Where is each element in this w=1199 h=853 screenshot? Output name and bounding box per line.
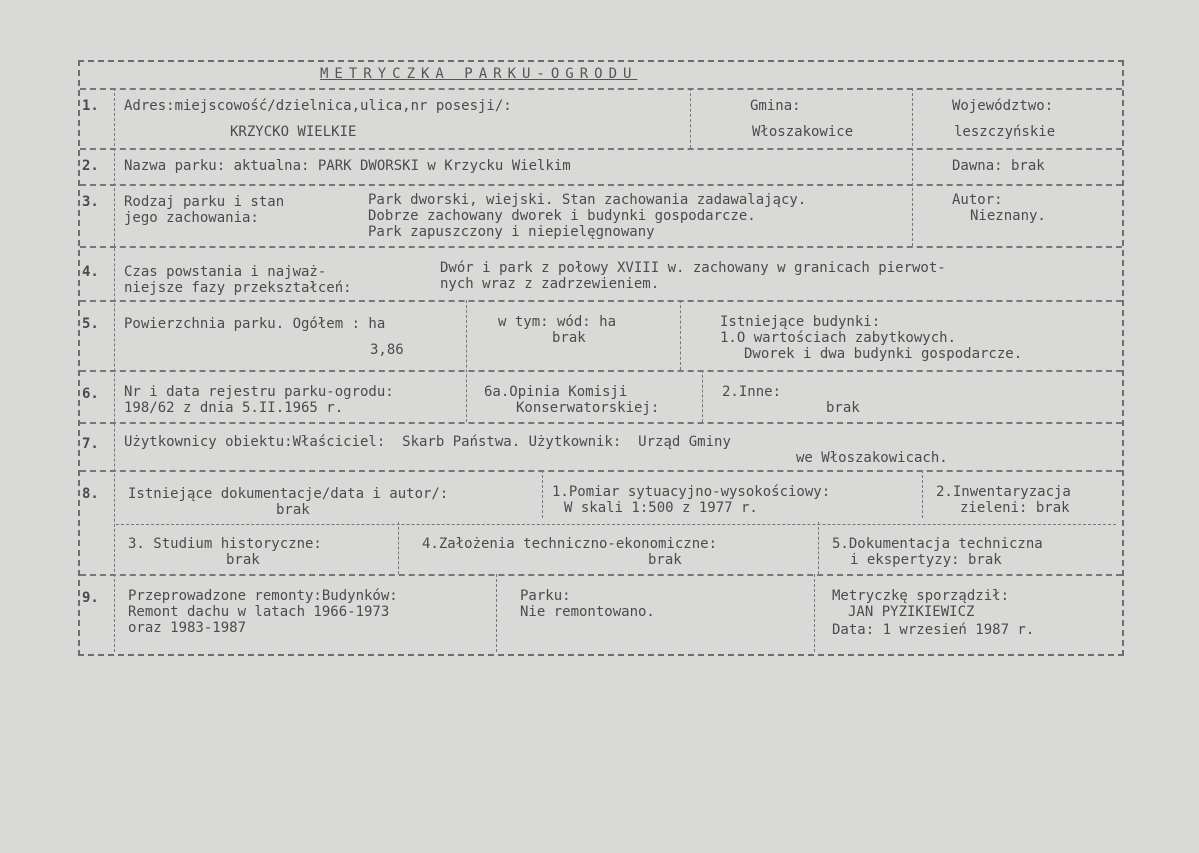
area-label: Powierzchnia parku. Ogółem : ha bbox=[124, 316, 386, 332]
voivodeship-label: Województwo: bbox=[952, 98, 1054, 114]
row-number: 6. bbox=[82, 386, 99, 402]
park-type-line-2: Dobrze zachowany dworek i budynki gospodarcze. bbox=[368, 208, 756, 224]
row-6-register bbox=[80, 370, 1122, 424]
divider bbox=[496, 574, 497, 652]
divider bbox=[466, 300, 467, 422]
opinion-label: 6a.Opinia Komisji bbox=[484, 384, 628, 400]
park-type-line-3: Park zapuszczony i niepielęgnowany bbox=[368, 224, 655, 240]
row-number: 2. bbox=[82, 158, 99, 174]
users-line-2: we Włoszakowicach. bbox=[796, 450, 948, 466]
technical-docs-value: i ekspertyzy: brak bbox=[850, 552, 1002, 568]
water-value: brak bbox=[552, 330, 586, 346]
divider bbox=[690, 88, 691, 148]
historical-study-value: brak bbox=[226, 552, 260, 568]
area-value: 3,86 bbox=[370, 342, 404, 358]
water-label: w tym: wód: ha bbox=[498, 314, 617, 330]
divider bbox=[398, 522, 399, 574]
row-number: 7. bbox=[82, 436, 99, 452]
author-value: Nieznany. bbox=[970, 208, 1046, 224]
gmina-label: Gmina: bbox=[750, 98, 801, 114]
other-label: 2.Inne: bbox=[722, 384, 782, 400]
gmina-value: Włoszakowice bbox=[752, 124, 854, 140]
repairs-line-1: Remont dachu w latach 1966-1973 bbox=[128, 604, 390, 620]
row-4-history bbox=[80, 246, 1122, 302]
survey-value: W skali 1:500 z 1977 r. bbox=[564, 500, 758, 516]
divider bbox=[818, 522, 819, 574]
history-label-2: niejsze fazy przekształceń: bbox=[124, 280, 352, 296]
metryczka-card bbox=[78, 60, 1124, 656]
technical-assumptions-label: 4.Założenia techniczno-ekonomiczne: bbox=[422, 536, 718, 552]
divider bbox=[114, 88, 115, 652]
row-8-documentation bbox=[80, 470, 1122, 576]
park-repairs-value: Nie remontowano. bbox=[520, 604, 655, 620]
row-9-repairs bbox=[80, 574, 1122, 654]
divider bbox=[702, 370, 703, 422]
row-number: 1. bbox=[82, 98, 99, 114]
history-label-1: Czas powstania i najważ- bbox=[124, 264, 327, 280]
users-line-1: Użytkownicy obiektu:Właściciel: Skarb Państwa. Użytkownik: Urząd Gminy bbox=[124, 434, 731, 450]
row-3-park-type bbox=[80, 184, 1122, 248]
register-label: Nr i data rejestru parku-ogrodu: bbox=[124, 384, 394, 400]
history-line-1: Dwór i park z połowy XVIII w. zachowany w granicach pierwot- bbox=[440, 260, 946, 276]
other-value: brak bbox=[826, 400, 860, 416]
row-number: 8. bbox=[82, 486, 99, 502]
former-name: Dawna: brak bbox=[952, 158, 1045, 174]
divider bbox=[680, 300, 681, 370]
row-number: 9. bbox=[82, 590, 99, 606]
park-type-label-2: jego zachowania: bbox=[124, 210, 259, 226]
opinion-label-2: Konserwatorskiej: bbox=[516, 400, 660, 416]
inventory-value: zieleni: brak bbox=[960, 500, 1070, 516]
doc-label: Istniejące dokumentacje/data i autor/: bbox=[128, 486, 449, 502]
park-type-label-1: Rodzaj parku i stan bbox=[124, 194, 285, 210]
historical-study-label: 3. Studium historyczne: bbox=[128, 536, 322, 552]
divider bbox=[542, 470, 543, 518]
register-value: 198/62 z dnia 5.II.1965 r. bbox=[124, 400, 344, 416]
survey-label: 1.Pomiar sytuacyjno-wysokościowy: bbox=[552, 484, 831, 500]
voivodeship-value: leszczyńskie bbox=[954, 124, 1056, 140]
card-title: METRYCZKA PARKU-OGRODU bbox=[320, 66, 638, 82]
author-label: Autor: bbox=[952, 192, 1003, 208]
prepared-by-label: Metryczkę sporządził: bbox=[832, 588, 1010, 604]
row-number: 3. bbox=[82, 194, 99, 210]
buildings-line-2: Dworek i dwa budynki gospodarcze. bbox=[744, 346, 1023, 362]
buildings-line-1: 1.O wartościach zabytkowych. bbox=[720, 330, 957, 346]
repairs-label: Przeprowadzone remonty:Budynków: bbox=[128, 588, 398, 604]
row-2-park-name bbox=[80, 148, 1122, 186]
doc-value: brak bbox=[276, 502, 310, 518]
address-value: KRZYCKO WIELKIE bbox=[230, 124, 357, 140]
divider bbox=[116, 524, 1116, 526]
technical-docs-label: 5.Dokumentacja techniczna bbox=[832, 536, 1043, 552]
row-number: 4. bbox=[82, 264, 99, 280]
divider bbox=[912, 88, 913, 246]
repairs-line-2: oraz 1983-1987 bbox=[128, 620, 247, 636]
row-1-address bbox=[80, 88, 1122, 150]
row-5-area bbox=[80, 300, 1122, 372]
buildings-label: Istniejące budynki: bbox=[720, 314, 881, 330]
divider bbox=[922, 470, 923, 518]
park-type-line-1: Park dworski, wiejski. Stan zachowania zadawalający. bbox=[368, 192, 807, 208]
technical-assumptions-value: brak bbox=[648, 552, 682, 568]
address-label: Adres:miejscowość/dzielnica,ulica,nr posesji/: bbox=[124, 98, 512, 114]
divider bbox=[814, 574, 815, 652]
inventory-label: 2.Inwentaryzacja bbox=[936, 484, 1071, 500]
park-name-label: Nazwa parku: aktualna: PARK DWORSKI w Krzycku Wielkim bbox=[124, 158, 571, 174]
prepared-by-name: JAN PYZIKIEWICZ bbox=[848, 604, 975, 620]
history-line-2: nych wraz z zadrzewieniem. bbox=[440, 276, 660, 292]
prepared-date: Data: 1 wrzesień 1987 r. bbox=[832, 622, 1035, 638]
row-number: 5. bbox=[82, 316, 99, 332]
row-7-users bbox=[80, 422, 1122, 472]
park-repairs-label: Parku: bbox=[520, 588, 571, 604]
